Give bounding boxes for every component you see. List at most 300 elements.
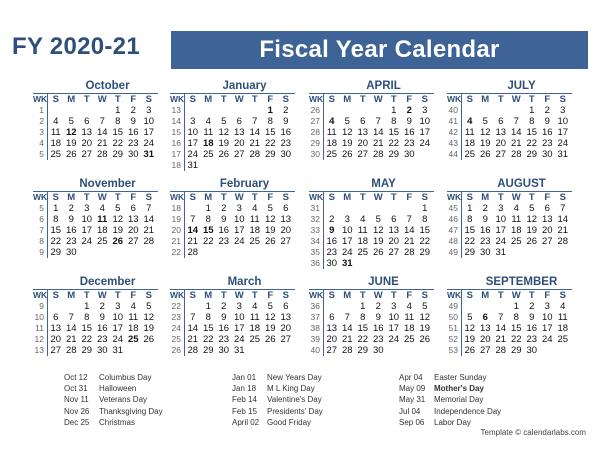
holiday-date: Oct 31 xyxy=(64,384,88,394)
day-cell: 15 xyxy=(464,225,476,236)
day-cell: 9 xyxy=(283,116,289,127)
holiday-date: May 09 xyxy=(399,384,426,394)
day-cell: 6 xyxy=(283,203,289,214)
day-cell: 28 xyxy=(495,345,507,356)
week-row xyxy=(33,225,158,236)
day-cell: 3 xyxy=(236,301,242,312)
day-cell: 31 xyxy=(341,258,353,269)
day-cell: 23 xyxy=(526,334,538,345)
holiday-date: Feb 15 xyxy=(232,406,257,416)
day-cell: 15 xyxy=(202,225,214,236)
day-cell: 13 xyxy=(280,214,292,225)
day-cell: 1 xyxy=(360,301,366,312)
week-number: 6 xyxy=(33,214,48,225)
day-cell xyxy=(247,345,263,356)
week-number: 11 xyxy=(33,323,48,334)
day-cell: 2 xyxy=(130,105,136,116)
holiday-item xyxy=(232,417,323,428)
weekday-label: W xyxy=(511,94,521,105)
day-cell: 24 xyxy=(81,236,93,247)
week-number: 5 xyxy=(33,203,48,214)
week-row xyxy=(33,301,158,312)
day-cell: 3 xyxy=(84,203,90,214)
holiday-name: M L King Day xyxy=(267,384,315,394)
week-row xyxy=(170,214,295,225)
weekday-header xyxy=(33,94,158,105)
week-number: 26 xyxy=(170,345,185,356)
day-cell: 18 xyxy=(464,138,476,149)
day-cell xyxy=(402,203,418,214)
day-cell: 4 xyxy=(329,116,335,127)
holiday-item xyxy=(64,394,163,405)
day-cell: 21 xyxy=(403,236,415,247)
day-cell: 19 xyxy=(218,138,230,149)
day-cell: 7 xyxy=(146,203,152,214)
day-cell: 2 xyxy=(99,301,105,312)
day-cell: 5 xyxy=(482,116,488,127)
day-cell: 18 xyxy=(326,138,338,149)
day-cell: 25 xyxy=(127,334,139,345)
day-cell xyxy=(478,301,494,312)
day-cell: 16 xyxy=(218,225,230,236)
day-cell: 15 xyxy=(202,323,214,334)
day-cell: 15 xyxy=(357,323,369,334)
weekday-label: S xyxy=(466,192,473,203)
day-cell: 19 xyxy=(479,138,491,149)
day-cell: 18 xyxy=(357,236,369,247)
day-cell: 6 xyxy=(236,116,242,127)
day-cell: 21 xyxy=(510,138,522,149)
month-february xyxy=(170,178,295,258)
day-cell: 6 xyxy=(544,203,550,214)
week-number: 37 xyxy=(309,312,324,323)
weekday-label: T xyxy=(220,94,227,105)
day-cell: 30 xyxy=(372,345,384,356)
holiday-list xyxy=(64,372,163,428)
day-cell xyxy=(48,301,64,312)
week-number: 1 xyxy=(33,105,48,116)
day-cell: 4 xyxy=(99,203,105,214)
month-title: January xyxy=(170,80,295,94)
day-cell: 16 xyxy=(127,127,139,138)
day-cell: 31 xyxy=(557,149,569,160)
week-row xyxy=(309,312,434,323)
weekday-label: S xyxy=(282,94,289,105)
weekday-label: M xyxy=(67,290,76,301)
week-number: 7 xyxy=(33,225,48,236)
day-cell: 13 xyxy=(388,225,400,236)
weekday-label: F xyxy=(544,290,551,301)
day-cell xyxy=(493,301,509,312)
day-cell: 8 xyxy=(53,214,59,225)
day-cell: 20 xyxy=(479,334,491,345)
holiday-name: Halloween xyxy=(99,384,137,394)
weekday-label: W xyxy=(234,192,244,203)
day-cell: 25 xyxy=(249,236,261,247)
week-number-header: WK xyxy=(447,94,462,104)
week-number: 43 xyxy=(447,138,462,149)
day-cell xyxy=(324,301,340,312)
day-cell: 4 xyxy=(252,301,258,312)
holiday-date: Dec 25 xyxy=(64,417,90,427)
day-cell: 10 xyxy=(557,116,569,127)
day-cell: 3 xyxy=(146,105,152,116)
month-march xyxy=(170,276,295,356)
footer-credit: Template © calendarlabs.com xyxy=(480,428,586,437)
day-cell xyxy=(524,247,540,258)
day-cell: 9 xyxy=(375,312,381,323)
week-number-header: WK xyxy=(447,192,462,202)
day-cell: 17 xyxy=(557,127,569,138)
weekday-label: W xyxy=(373,94,383,105)
week-number: 12 xyxy=(33,334,48,345)
week-number: 4 xyxy=(33,138,48,149)
week-number-header: WK xyxy=(170,192,185,202)
weekday-label: F xyxy=(267,94,274,105)
day-cell: 15 xyxy=(526,127,538,138)
week-row xyxy=(309,225,434,236)
day-cell: 4 xyxy=(467,116,473,127)
weekday-label: T xyxy=(528,192,535,203)
day-cell: 10 xyxy=(541,312,553,323)
day-cell: 21 xyxy=(65,334,77,345)
day-cell: 9 xyxy=(99,312,105,323)
month-title: December xyxy=(33,276,158,290)
holiday-name: New Years Day xyxy=(267,373,322,382)
day-cell: 13 xyxy=(495,127,507,138)
day-cell: 4 xyxy=(205,116,211,127)
day-cell xyxy=(386,258,402,269)
day-cell: 14 xyxy=(65,323,77,334)
day-cell: 17 xyxy=(81,225,93,236)
holiday-item xyxy=(399,394,501,405)
day-cell: 24 xyxy=(143,138,155,149)
day-cell: 19 xyxy=(464,334,476,345)
month-january xyxy=(170,80,295,171)
day-cell xyxy=(48,105,64,116)
week-row xyxy=(447,105,572,116)
week-number: 53 xyxy=(447,345,462,356)
day-cell: 21 xyxy=(249,138,261,149)
day-cell: 25 xyxy=(557,334,569,345)
day-cell: 27 xyxy=(541,236,553,247)
holiday-item xyxy=(399,417,501,428)
day-cell: 1 xyxy=(467,203,473,214)
day-cell: 18 xyxy=(249,225,261,236)
week-number: 2 xyxy=(33,116,48,127)
day-cell xyxy=(417,258,433,269)
day-cell: 8 xyxy=(205,214,211,225)
week-number: 15 xyxy=(170,127,185,138)
day-cell: 19 xyxy=(112,225,124,236)
holiday-date: Jan 18 xyxy=(232,384,257,394)
month-title: AUGUST xyxy=(447,178,572,192)
weekday-label: M xyxy=(481,290,490,301)
day-cell: 2 xyxy=(544,105,550,116)
day-cell: 20 xyxy=(326,334,338,345)
month-september xyxy=(447,276,572,356)
day-cell: 25 xyxy=(326,149,338,160)
weekday-label: M xyxy=(67,192,76,203)
day-cell: 13 xyxy=(541,214,553,225)
holiday-item xyxy=(399,372,501,383)
day-cell: 23 xyxy=(403,138,415,149)
month-december xyxy=(33,276,158,356)
weekday-label: S xyxy=(52,94,59,105)
week-number-header: WK xyxy=(170,94,185,104)
day-cell: 28 xyxy=(187,247,199,258)
week-number: 51 xyxy=(447,323,462,334)
day-cell: 21 xyxy=(143,225,155,236)
day-cell: 15 xyxy=(388,127,400,138)
day-cell: 30 xyxy=(127,149,139,160)
day-cell: 23 xyxy=(218,236,230,247)
day-cell: 19 xyxy=(264,225,276,236)
day-cell: 26 xyxy=(65,149,77,160)
day-cell xyxy=(278,160,294,171)
week-row xyxy=(33,312,158,323)
month-title: October xyxy=(33,80,158,94)
day-cell: 2 xyxy=(375,301,381,312)
day-cell: 28 xyxy=(96,149,108,160)
week-number: 17 xyxy=(170,149,185,160)
month-title: JULY xyxy=(447,80,572,94)
day-cell: 3 xyxy=(236,203,242,214)
week-row xyxy=(170,138,295,149)
day-cell: 10 xyxy=(388,312,400,323)
holiday-date: Jan 01 xyxy=(232,373,257,382)
week-number-header: WK xyxy=(447,290,462,300)
day-cell: 14 xyxy=(96,127,108,138)
day-cell: 8 xyxy=(115,116,121,127)
week-number: 49 xyxy=(447,247,462,258)
day-cell: 26 xyxy=(372,247,384,258)
weekday-header xyxy=(33,192,158,203)
day-cell: 23 xyxy=(372,334,384,345)
weekday-label: S xyxy=(328,290,335,301)
week-number: 5 xyxy=(33,149,48,160)
weekday-label: F xyxy=(130,290,137,301)
week-number: 45 xyxy=(447,203,462,214)
week-row xyxy=(447,203,572,214)
day-cell: 11 xyxy=(557,312,568,323)
day-cell: 17 xyxy=(341,236,353,247)
day-cell: 1 xyxy=(115,105,121,116)
day-cell: 24 xyxy=(495,236,507,247)
day-cell: 31 xyxy=(112,345,124,356)
day-cell xyxy=(478,105,494,116)
day-cell: 18 xyxy=(50,138,62,149)
day-cell: 12 xyxy=(419,312,431,323)
day-cell: 3 xyxy=(560,105,566,116)
week-number: 49 xyxy=(447,301,462,312)
week-number: 39 xyxy=(309,334,324,345)
day-cell: 12 xyxy=(526,214,538,225)
day-cell: 16 xyxy=(403,127,415,138)
weekday-header xyxy=(33,290,158,301)
weekday-label: S xyxy=(189,192,196,203)
day-cell: 20 xyxy=(280,323,292,334)
day-cell xyxy=(141,247,157,258)
weekday-label: T xyxy=(359,192,366,203)
holiday-name: Good Friday xyxy=(267,417,312,427)
holiday-item xyxy=(64,372,163,383)
week-number: 18 xyxy=(170,203,185,214)
week-row xyxy=(170,334,295,345)
day-cell xyxy=(355,203,371,214)
holiday-date: Nov 26 xyxy=(64,406,90,416)
day-cell: 1 xyxy=(267,105,273,116)
weekday-label: F xyxy=(130,192,137,203)
weekday-label: T xyxy=(251,94,258,105)
day-cell: 21 xyxy=(341,334,353,345)
day-cell: 3 xyxy=(344,214,350,225)
week-row xyxy=(447,214,572,225)
weekday-label: T xyxy=(220,290,227,301)
day-cell xyxy=(232,105,248,116)
day-cell: 25 xyxy=(403,334,415,345)
week-number: 40 xyxy=(447,105,462,116)
day-cell: 9 xyxy=(329,225,335,236)
day-cell xyxy=(402,258,418,269)
day-cell: 23 xyxy=(218,334,230,345)
weekday-label: S xyxy=(421,290,428,301)
day-cell: 25 xyxy=(249,334,261,345)
day-cell: 28 xyxy=(557,236,569,247)
day-cell: 2 xyxy=(283,105,289,116)
day-cell: 7 xyxy=(68,312,74,323)
day-cell: 14 xyxy=(143,214,155,225)
holiday-item xyxy=(64,406,163,417)
day-cell xyxy=(355,105,371,116)
weekday-header xyxy=(309,192,434,203)
week-number: 36 xyxy=(309,258,324,269)
day-cell: 26 xyxy=(218,149,230,160)
week-row xyxy=(309,345,434,356)
week-number: 31 xyxy=(309,203,324,214)
day-cell: 18 xyxy=(249,323,261,334)
day-cell: 9 xyxy=(406,116,412,127)
day-cell xyxy=(402,345,418,356)
day-cell: 8 xyxy=(529,116,535,127)
holiday-item xyxy=(232,394,323,405)
day-cell: 21 xyxy=(372,138,384,149)
day-cell xyxy=(509,105,525,116)
weekday-label: S xyxy=(559,290,566,301)
week-number: 22 xyxy=(170,301,185,312)
day-cell xyxy=(232,247,248,258)
day-cell: 1 xyxy=(205,203,211,214)
week-row xyxy=(170,105,295,116)
day-cell: 16 xyxy=(526,323,538,334)
day-cell: 19 xyxy=(143,323,155,334)
day-cell: 8 xyxy=(205,312,211,323)
day-cell xyxy=(185,301,201,312)
day-cell: 11 xyxy=(326,127,337,138)
weekday-header xyxy=(447,290,572,301)
day-cell: 18 xyxy=(510,225,522,236)
weekday-label: F xyxy=(406,94,413,105)
day-cell: 22 xyxy=(464,236,476,247)
day-cell: 30 xyxy=(96,345,108,356)
day-cell: 7 xyxy=(560,203,566,214)
holiday-name: Memorial Day xyxy=(434,395,484,405)
holiday-name: Easter Sunday xyxy=(434,373,487,382)
day-cell: 28 xyxy=(143,236,155,247)
day-cell: 14 xyxy=(187,323,199,334)
weekday-label: W xyxy=(373,290,383,301)
day-cell: 26 xyxy=(464,345,476,356)
week-row xyxy=(309,116,434,127)
day-cell: 9 xyxy=(544,116,550,127)
weekday-label: T xyxy=(359,290,366,301)
day-cell: 29 xyxy=(526,149,538,160)
month-title: February xyxy=(170,178,295,192)
day-cell: 21 xyxy=(495,334,507,345)
day-cell xyxy=(555,247,571,258)
weekday-label: T xyxy=(528,94,535,105)
day-cell: 20 xyxy=(127,225,139,236)
week-row xyxy=(447,247,572,258)
day-cell: 4 xyxy=(53,116,59,127)
day-cell: 27 xyxy=(280,334,292,345)
week-number: 10 xyxy=(33,312,48,323)
day-cell: 5 xyxy=(267,301,273,312)
day-cell: 12 xyxy=(264,214,276,225)
day-cell: 6 xyxy=(482,312,488,323)
day-cell: 18 xyxy=(96,225,108,236)
week-row xyxy=(33,334,158,345)
day-cell xyxy=(216,105,232,116)
holiday-date: Apr 04 xyxy=(399,373,423,382)
week-row xyxy=(170,301,295,312)
weekday-label: W xyxy=(97,94,107,105)
weekday-label: W xyxy=(97,290,107,301)
day-cell: 31 xyxy=(495,247,507,258)
day-cell: 2 xyxy=(406,105,412,116)
day-cell xyxy=(95,247,111,258)
day-cell: 14 xyxy=(372,127,384,138)
day-cell xyxy=(278,247,294,258)
month-april xyxy=(309,80,434,160)
day-cell: 10 xyxy=(341,225,353,236)
day-cell: 13 xyxy=(479,323,491,334)
day-cell: 22 xyxy=(81,334,93,345)
day-cell: 2 xyxy=(221,301,227,312)
day-cell xyxy=(324,203,340,214)
day-cell: 26 xyxy=(419,334,431,345)
month-title: November xyxy=(33,178,158,192)
day-cell: 23 xyxy=(280,138,292,149)
week-row xyxy=(309,301,434,312)
day-cell: 27 xyxy=(388,247,400,258)
week-number: 21 xyxy=(170,236,185,247)
day-cell: 3 xyxy=(190,116,196,127)
weekday-label: M xyxy=(204,94,213,105)
month-title: APRIL xyxy=(309,80,434,94)
day-cell: 15 xyxy=(50,225,62,236)
weekday-label: T xyxy=(251,290,258,301)
day-cell xyxy=(126,247,142,258)
weekday-label: W xyxy=(234,290,244,301)
day-cell: 6 xyxy=(360,116,366,127)
day-cell xyxy=(247,105,263,116)
day-cell: 29 xyxy=(388,149,400,160)
day-cell: 16 xyxy=(280,127,292,138)
week-number: 26 xyxy=(309,105,324,116)
week-number: 52 xyxy=(447,334,462,345)
week-number: 16 xyxy=(170,138,185,149)
